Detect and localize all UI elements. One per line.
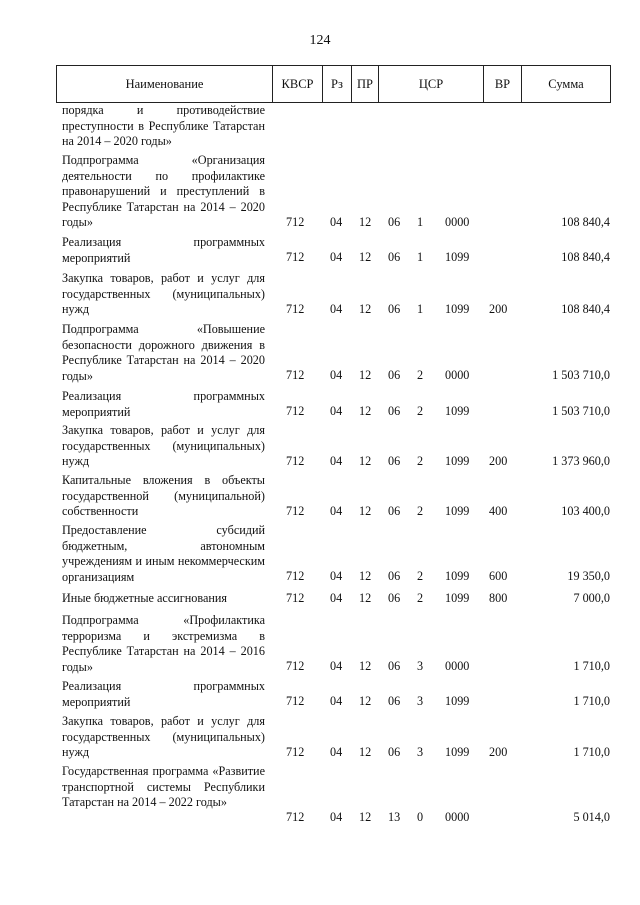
- row-csr-subprogram: 2: [417, 591, 424, 605]
- row-sum: 1 710,0: [573, 694, 610, 708]
- row-kvsr: 712: [286, 694, 305, 708]
- page-number: 124: [309, 33, 331, 48]
- row-rz: 04: [330, 215, 343, 229]
- row-csr-program: 13: [388, 810, 401, 824]
- row-kvsr: 712: [286, 404, 305, 418]
- row-vr: 200: [489, 302, 508, 316]
- row-rz: 04: [330, 404, 343, 418]
- row-pr: 12: [359, 454, 372, 468]
- row-kvsr: 712: [286, 745, 305, 759]
- row-sum: 7 000,0: [573, 591, 610, 605]
- row-csr-subprogram: 1: [417, 302, 424, 316]
- row-csr-program: 06: [388, 368, 401, 382]
- row-kvsr: 712: [286, 215, 305, 229]
- row-pr: 12: [359, 250, 372, 264]
- row-pr: 12: [359, 745, 372, 759]
- row-vr: 400: [489, 504, 508, 518]
- header-kvsr: КВСР: [273, 66, 323, 102]
- row-sum: 19 350,0: [567, 569, 610, 583]
- row-name: Реализация программных мероприятий: [62, 389, 265, 419]
- row-csr-number: 1099: [445, 250, 470, 264]
- row-pr: 12: [359, 569, 372, 583]
- row-csr-subprogram: 3: [417, 694, 424, 708]
- row-pr: 12: [359, 302, 372, 316]
- row-name: Иные бюджетные ассигнования: [62, 591, 228, 605]
- row-rz: 04: [330, 250, 343, 264]
- row-pr: 12: [359, 694, 372, 708]
- row-csr-program: 06: [388, 694, 401, 708]
- row-sum: 1 503 710,0: [552, 404, 610, 418]
- row-name: Подпрограмма «Повышение безопасности дорожного движения в Республике Татарстан на 2014 – 2020 годы»: [62, 322, 265, 383]
- header-name: Наименование: [57, 66, 273, 102]
- row-kvsr: 712: [286, 591, 305, 605]
- row-csr-program: 06: [388, 569, 401, 583]
- row-rz: 04: [330, 454, 343, 468]
- row-kvsr: 712: [286, 504, 305, 518]
- row-csr-program: 06: [388, 659, 401, 673]
- row-csr-number: 0000: [445, 810, 470, 824]
- row-rz: 04: [330, 810, 343, 824]
- row-csr-number: 1099: [445, 694, 470, 708]
- row-csr-number: 1099: [445, 591, 470, 605]
- row-csr-number: 0000: [445, 659, 470, 673]
- row-rz: 04: [330, 694, 343, 708]
- row-rz: 04: [330, 569, 343, 583]
- row-pr: 12: [359, 404, 372, 418]
- row-rz: 04: [330, 302, 343, 316]
- header-sum: Сумма: [548, 76, 584, 91]
- header-pr: ПР: [352, 66, 379, 102]
- row-name: Закупка товаров, работ и услуг для государственных (муниципальных) нужд: [62, 714, 265, 759]
- row-sum: 5 014,0: [573, 810, 610, 824]
- row-pr: 12: [359, 659, 372, 673]
- row-csr-program: 06: [388, 250, 401, 264]
- row-pr: 12: [359, 591, 372, 605]
- row-rz: 04: [330, 591, 343, 605]
- row-vr: 200: [489, 745, 508, 759]
- row-name: Реализация программных мероприятий: [62, 679, 265, 709]
- row-kvsr: 712: [286, 454, 305, 468]
- row-csr-subprogram: 1: [417, 250, 424, 264]
- row-sum: 108 840,4: [561, 302, 610, 316]
- row-kvsr: 712: [286, 810, 305, 824]
- row-vr: 600: [489, 569, 508, 583]
- row-kvsr: 712: [286, 250, 305, 264]
- row-sum: 103 400,0: [561, 504, 610, 518]
- row-sum: 1 710,0: [573, 659, 610, 673]
- row-name: Предоставление субсидий бюджетным, автономным учреждениям и иным некоммерческим организациям: [62, 523, 265, 584]
- header-vr: ВР: [484, 66, 522, 102]
- row-name: Реализация программных мероприятий: [62, 235, 265, 265]
- row-csr-program: 06: [388, 404, 401, 418]
- row-csr-number: 1099: [445, 569, 470, 583]
- header-rz: Рз: [323, 66, 352, 102]
- row-name: порядка и противодействие преступности в Республике Татарстан на 2014 – 2020 годы»: [62, 103, 265, 148]
- row-csr-subprogram: 2: [417, 368, 424, 382]
- row-csr-number: 0000: [445, 368, 470, 382]
- row-name: Подпрограмма «Профилактика терроризма и экстремизма в Республике Татарстан на 2014 – 2016 годы»: [62, 613, 265, 674]
- row-rz: 04: [330, 368, 343, 382]
- row-csr-subprogram: 2: [417, 504, 424, 518]
- row-pr: 12: [359, 810, 372, 824]
- row-csr-program: 06: [388, 591, 401, 605]
- row-pr: 12: [359, 368, 372, 382]
- row-csr-subprogram: 0: [417, 810, 424, 824]
- row-kvsr: 712: [286, 659, 305, 673]
- row-csr-program: 06: [388, 215, 401, 229]
- row-sum: 108 840,4: [561, 215, 610, 229]
- row-csr-number: 1099: [445, 454, 470, 468]
- row-name: Закупка товаров, работ и услуг для государственных (муниципальных) нужд: [62, 423, 265, 468]
- row-csr-program: 06: [388, 504, 401, 518]
- row-csr-number: 0000: [445, 215, 470, 229]
- row-sum: 108 840,4: [561, 250, 610, 264]
- header-csr: ЦСР: [379, 66, 484, 102]
- row-csr-program: 06: [388, 302, 401, 316]
- row-name: Закупка товаров, работ и услуг для государственных (муниципальных) нужд: [62, 271, 265, 316]
- row-kvsr: 712: [286, 302, 305, 316]
- table-header: [56, 65, 611, 103]
- row-vr: 200: [489, 454, 508, 468]
- row-pr: 12: [359, 215, 372, 229]
- row-kvsr: 712: [286, 569, 305, 583]
- row-sum: 1 710,0: [573, 745, 610, 759]
- row-csr-subprogram: 2: [417, 569, 424, 583]
- row-csr-number: 1099: [445, 504, 470, 518]
- row-csr-number: 1099: [445, 404, 470, 418]
- row-csr-number: 1099: [445, 745, 470, 759]
- row-vr: 800: [489, 591, 508, 605]
- row-csr-subprogram: 3: [417, 745, 424, 759]
- row-csr-number: 1099: [445, 302, 470, 316]
- row-rz: 04: [330, 504, 343, 518]
- row-csr-subprogram: 1: [417, 215, 424, 229]
- row-csr-program: 06: [388, 454, 401, 468]
- row-csr-subprogram: 2: [417, 454, 424, 468]
- row-kvsr: 712: [286, 368, 305, 382]
- row-csr-subprogram: 2: [417, 404, 424, 418]
- row-sum: 1 503 710,0: [552, 368, 610, 382]
- row-csr-subprogram: 3: [417, 659, 424, 673]
- row-rz: 04: [330, 745, 343, 759]
- row-name: Подпрограмма «Организация деятельности по профилактике правонарушений и преступлений в Республике Татарстан на 2014 – 2020 годы»: [62, 153, 265, 229]
- row-name: Государственная программа «Развитие транспортной системы Республики Татарстан на 2014 – 2022 годы»: [62, 764, 265, 809]
- row-pr: 12: [359, 504, 372, 518]
- row-sum: 1 373 960,0: [552, 454, 610, 468]
- row-name: Капитальные вложения в объекты государственной (муниципальной) собственности: [62, 473, 265, 518]
- row-csr-program: 06: [388, 745, 401, 759]
- row-rz: 04: [330, 659, 343, 673]
